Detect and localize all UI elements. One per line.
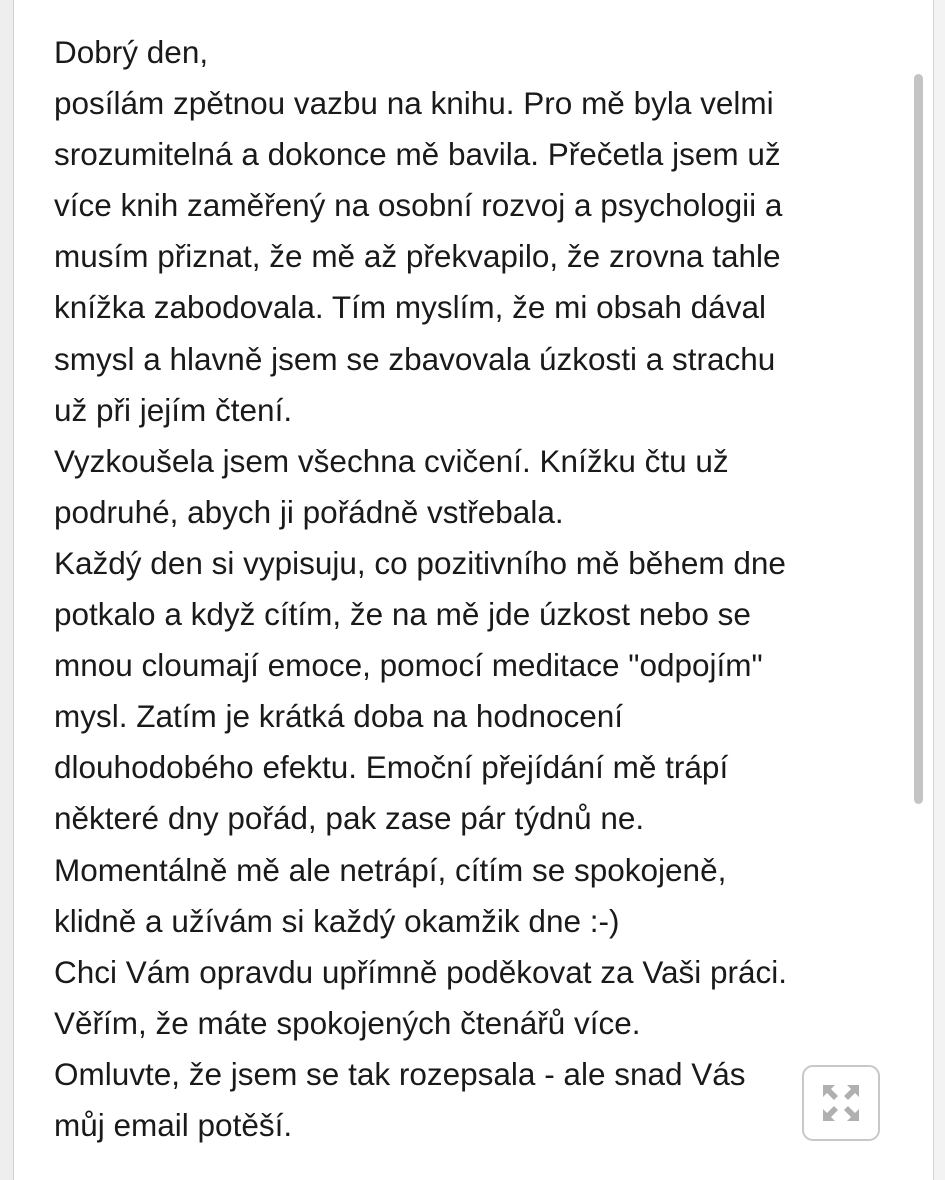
expand-button[interactable]: [802, 1065, 880, 1141]
message-line: mysl. Zatím je krátká doba na hodnocení: [54, 698, 624, 735]
message-line: více knih zaměřený na osobní rozvoj a psychologii a: [54, 187, 783, 224]
message-line: Omluvte, že jsem se tak rozepsala - ale snad Vás: [54, 1055, 746, 1092]
message-line: Dobrý den,: [54, 34, 209, 70]
message-line: smysl a hlavně jsem se zbavovala úzkosti a strachu: [54, 340, 776, 377]
message-line: posílám zpětnou vazbu na knihu. Pro mě byla velmi: [54, 85, 774, 122]
message-line: Věřím, že máte spokojených čtenářů více.: [54, 1004, 641, 1041]
scrollbar-thumb[interactable]: [914, 74, 923, 804]
left-edge: [0, 0, 14, 1180]
message-line: srozumitelná a dokonce mě bavila. Přečetla jsem už: [54, 136, 781, 173]
message-line: některé dny pořád, pak zase pár týdnů ne.: [54, 800, 645, 837]
message-line: mnou cloumají emoce, pomocí meditace "odpojím": [54, 647, 763, 684]
message-line: musím přiznat, že mě až překvapilo, že zrovna tahle: [54, 238, 781, 275]
message-line: už při jejím čtení.: [54, 391, 293, 428]
message-line: podruhé, abych ji pořádně vstřebala.: [54, 493, 564, 530]
message-body: [54, 27, 894, 1151]
message-line: můj email potěší.: [54, 1106, 293, 1143]
message-line: Momentálně mě ale netrápí, cítím se spokojeně,: [54, 851, 727, 888]
message-line: knížka zabodovala. Tím myslím, že mi obsah dával: [54, 289, 766, 326]
message-line: potkalo a když cítím, že na mě jde úzkost nebo se: [54, 596, 751, 633]
message-line: klidně a užívám si každý okamžik dne :-): [54, 902, 620, 939]
message-line: dlouhodobého efektu. Emoční přejídání mě trápí: [54, 749, 729, 786]
message-line: Každý den si vypisuju, co pozitivního mě během dne: [54, 544, 786, 581]
expand-arrows-icon: [821, 1083, 861, 1123]
scroll-track[interactable]: [933, 0, 945, 1180]
message-line: Vyzkoušela jsem všechna cvičení. Knížku čtu už: [54, 442, 729, 479]
message-line: Chci Vám opravdu upřímně poděkovat za Vaši práci.: [54, 953, 788, 990]
